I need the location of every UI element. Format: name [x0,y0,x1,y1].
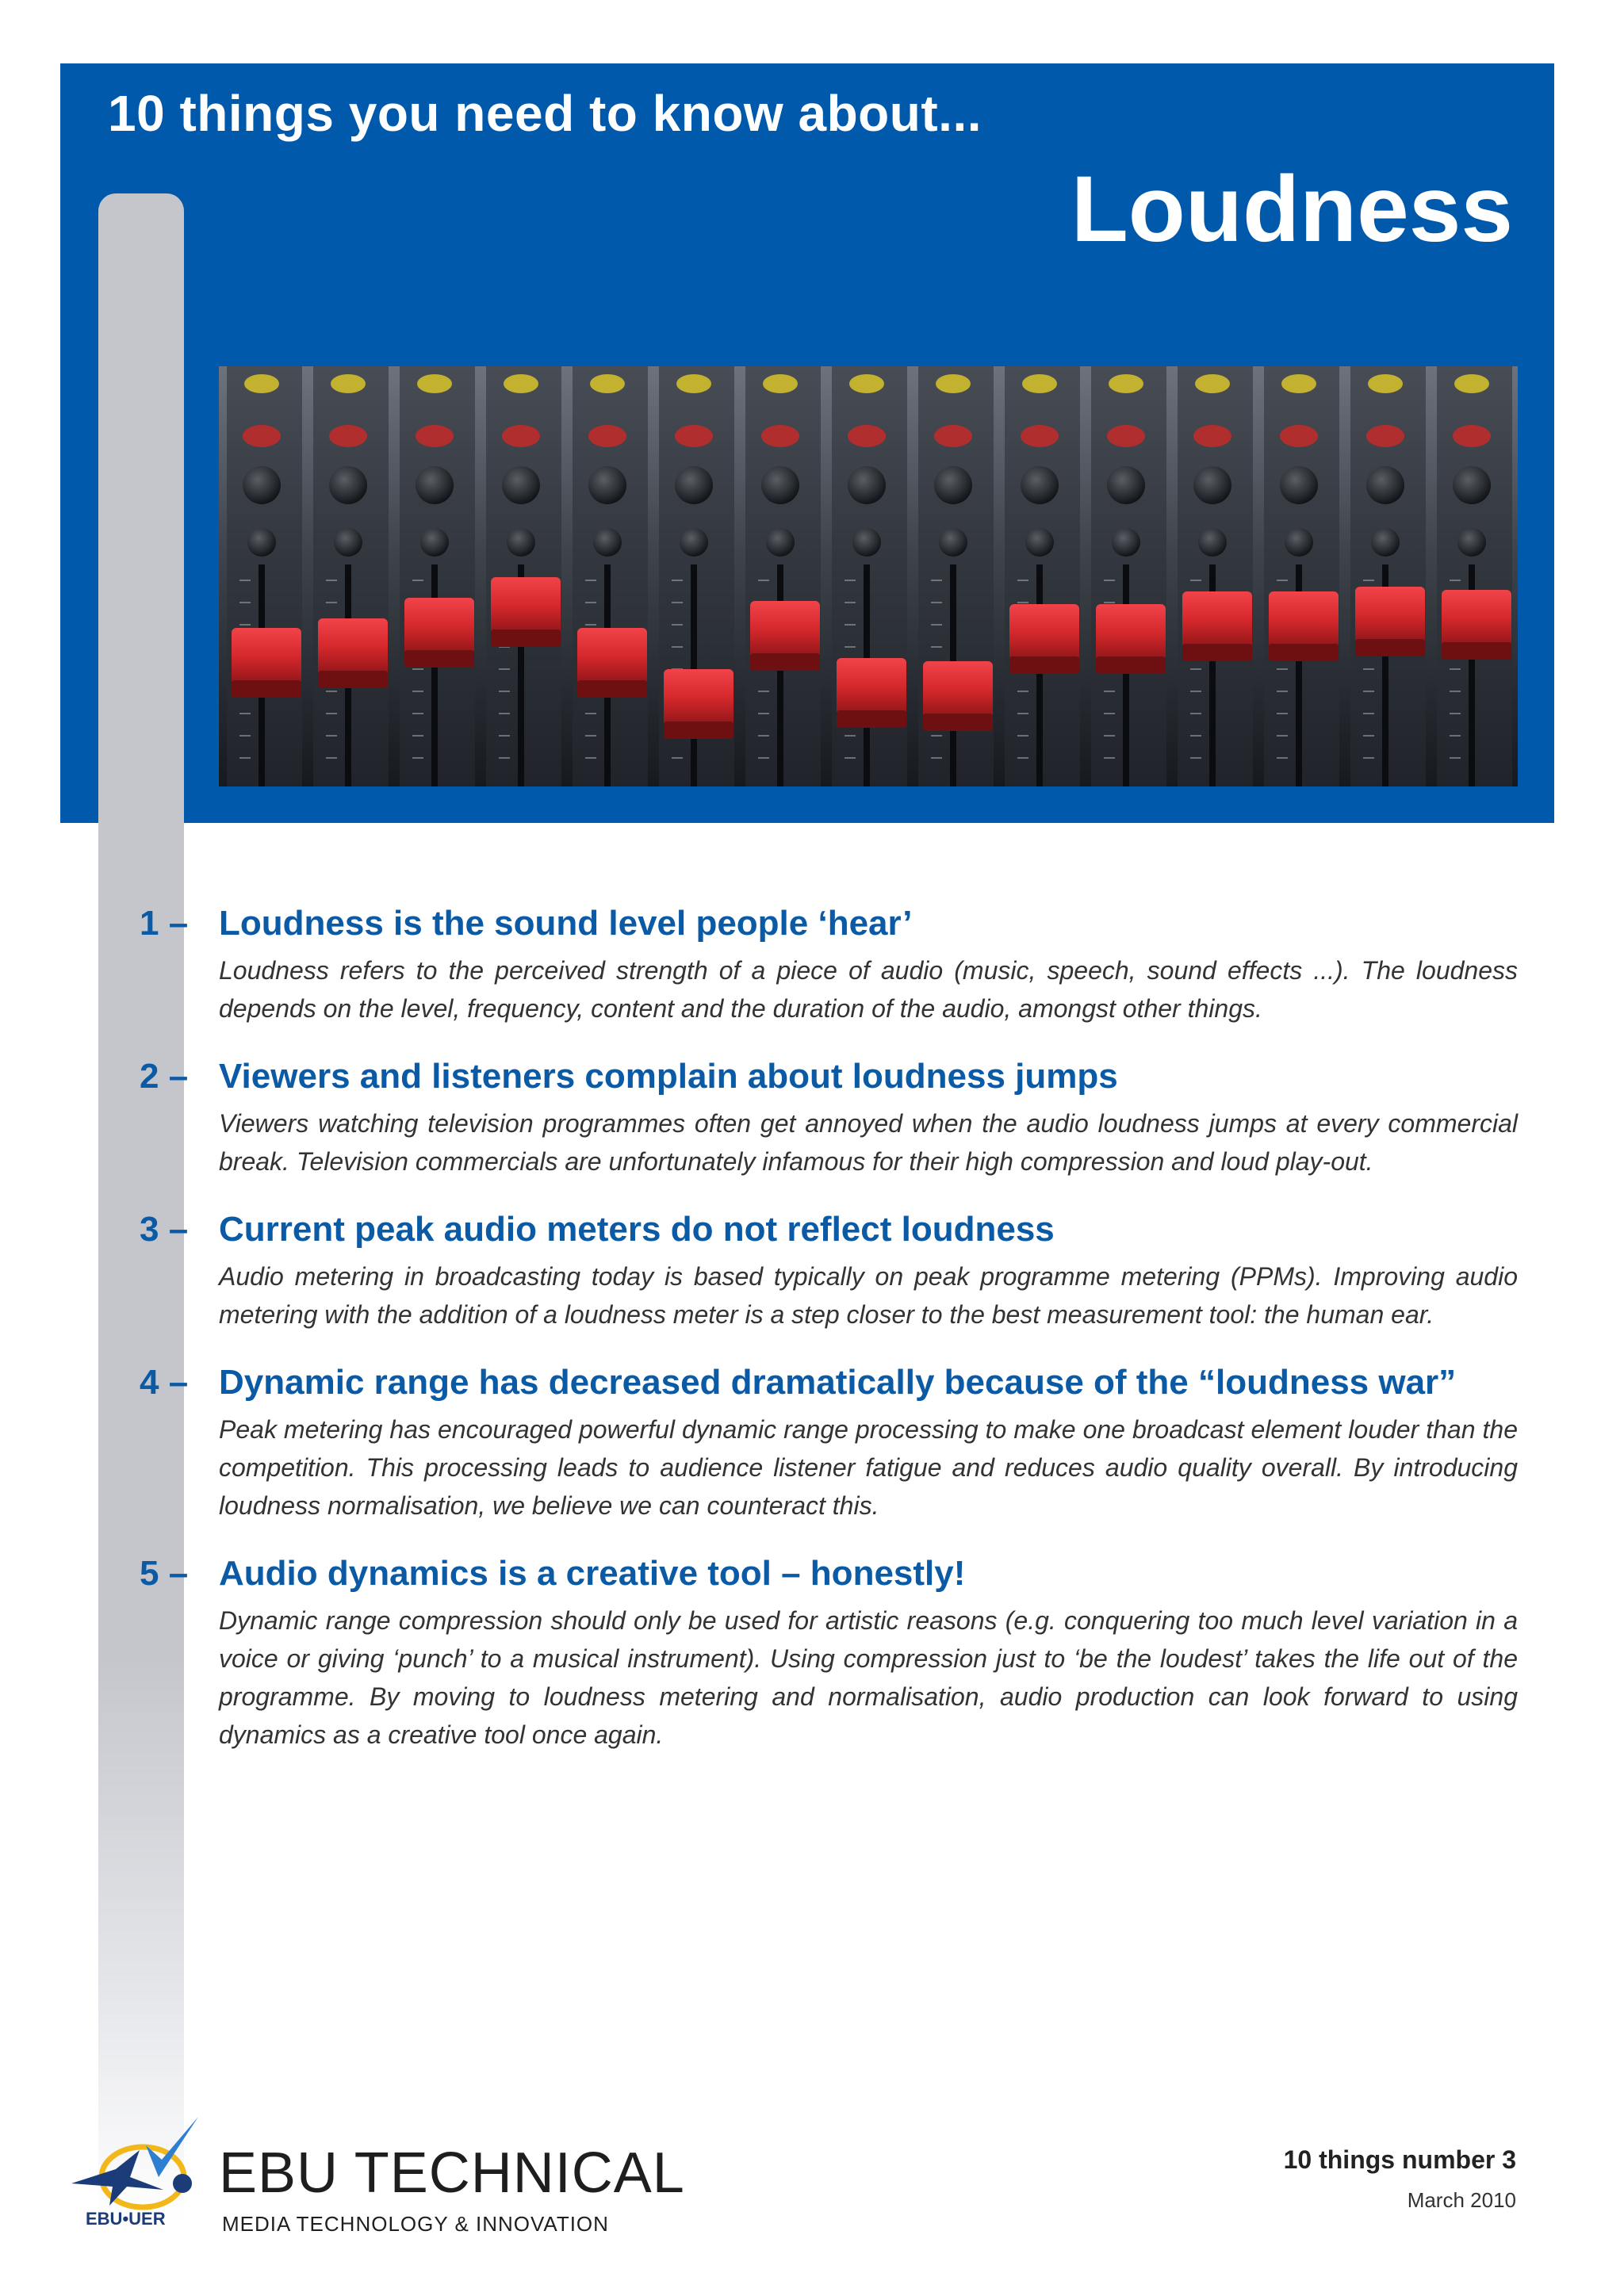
brand-name: EBU TECHNICAL [219,2141,685,2205]
publication-date: March 2010 [1407,2188,1516,2212]
logo-caption: EBU•UER [86,2209,166,2229]
item-heading: Loudness is the sound level people ‘hear’ [219,904,913,943]
item-body: Peak metering has encouraged powerful dynamic range processing to make one broadcast element louder than the competition. This processing leads to audience listener fatigue and reduces audio quality overall. By introducing loudness normalisation, we believe we can counteract this. [219,1415,1518,1520]
series-label: 10 things number 3 [1283,2145,1516,2174]
item-number: 5 – [140,1554,189,1593]
item-number: 1 – [140,904,189,943]
item-heading: Current peak audio meters do not reflect loudness [219,1210,1055,1249]
item-body: Audio metering in broadcasting today is based typically on peak programme metering (PPMs). Improving audio metering with the addition of a loudness meter is a step closer to the best measurement tool: the human ear. [219,1262,1518,1329]
header-subtitle: 10 things you need to know about... [108,85,982,142]
mixing-console-image [219,366,1518,786]
item-heading: Dynamic range has decreased dramatically because of the “loudness war” [219,1363,1457,1402]
side-accent-bar [98,193,184,2223]
item-body: Loudness refers to the perceived strength of a piece of audio (music, speech, sound effects ...). The loudness depends on the level, frequency, content and the duration of the audio, amongst other things. [219,956,1518,1023]
item-number: 2 – [140,1057,189,1096]
item-heading: Viewers and listeners complain about loudness jumps [219,1057,1118,1096]
item-body: Dynamic range compression should only be used for artistic reasons (e.g. conquering too much level variation in a voice or giving ‘punch’ to a musical instrument). Using compression just to ‘be the loudest’ takes the life out of the programme. By moving to loudness metering and normalisation, audio production can look forward to using dynamics as a creative tool once again. [219,1606,1518,1749]
item-body: Viewers watching television programmes often get annoyed when the audio loudness jumps at every commercial break. Television commercials are unfortunately infamous for their high compression and loud play-out. [219,1109,1518,1176]
mixing-console-illustration [219,366,1518,786]
item-heading: Audio dynamics is a creative tool – honestly! [219,1554,966,1593]
page-title: Loudness [1071,157,1513,262]
item-number: 4 – [140,1363,189,1402]
item-number: 3 – [140,1210,189,1249]
brand-tagline: MEDIA TECHNOLOGY & INNOVATION [222,2212,609,2236]
